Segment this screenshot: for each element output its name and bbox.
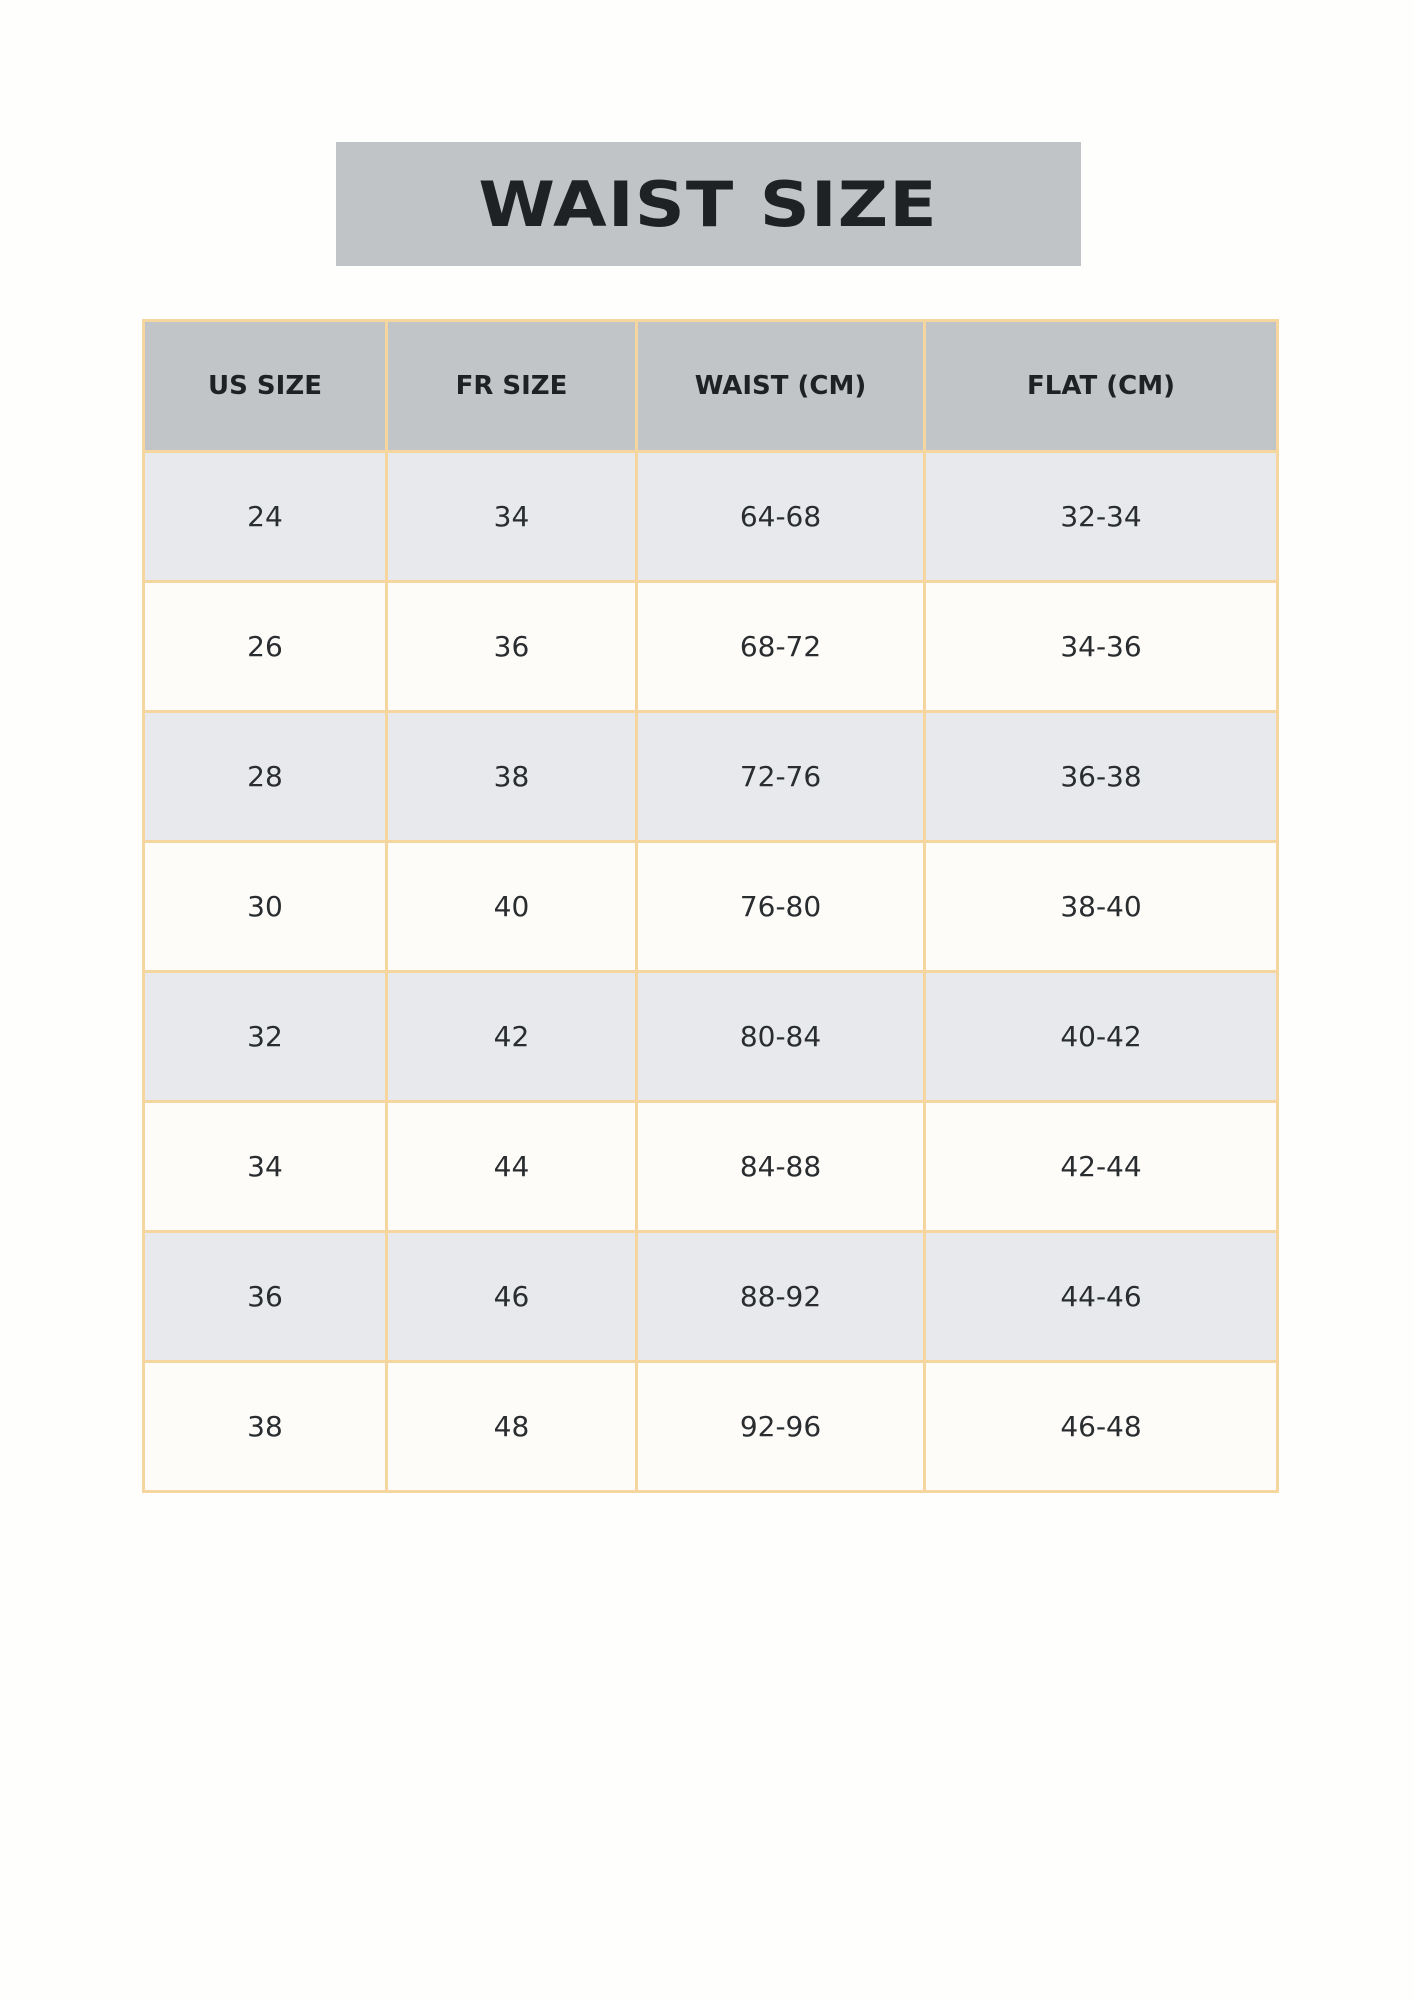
- cell-waist-cm: 92-96: [637, 1362, 925, 1492]
- table-row: [144, 1232, 1278, 1362]
- header-fr-size: FR SIZE: [387, 321, 637, 452]
- cell-waist-cm: 80-84: [637, 972, 925, 1102]
- cell-fr-size: 46: [387, 1232, 637, 1362]
- table-row: [144, 842, 1278, 972]
- cell-fr-size: 34: [387, 452, 637, 582]
- cell-fr-size: 36: [387, 582, 637, 712]
- cell-us-size: 26: [144, 582, 387, 712]
- cell-fr-size: 44: [387, 1102, 637, 1232]
- table-row: [144, 1362, 1278, 1492]
- cell-flat-cm: 40-42: [925, 972, 1278, 1102]
- cell-us-size: 32: [144, 972, 387, 1102]
- cell-us-size: 34: [144, 1102, 387, 1232]
- cell-flat-cm: 46-48: [925, 1362, 1278, 1492]
- cell-us-size: 38: [144, 1362, 387, 1492]
- table-row: [144, 1102, 1278, 1232]
- cell-fr-size: 40: [387, 842, 637, 972]
- page-title: WAIST SIZE: [478, 167, 939, 241]
- cell-us-size: 28: [144, 712, 387, 842]
- table-row: [144, 972, 1278, 1102]
- cell-waist-cm: 68-72: [637, 582, 925, 712]
- header-waist-cm: WAIST (CM): [637, 321, 925, 452]
- cell-fr-size: 48: [387, 1362, 637, 1492]
- cell-waist-cm: 72-76: [637, 712, 925, 842]
- cell-flat-cm: 42-44: [925, 1102, 1278, 1232]
- cell-us-size: 36: [144, 1232, 387, 1362]
- table-row: [144, 582, 1278, 712]
- table-row: [144, 452, 1278, 582]
- cell-flat-cm: 32-34: [925, 452, 1278, 582]
- cell-us-size: 30: [144, 842, 387, 972]
- table-row: [144, 712, 1278, 842]
- waist-size-table: [142, 319, 1279, 1493]
- title-banner: [336, 142, 1081, 266]
- cell-flat-cm: 38-40: [925, 842, 1278, 972]
- cell-us-size: 24: [144, 452, 387, 582]
- cell-flat-cm: 34-36: [925, 582, 1278, 712]
- cell-flat-cm: 44-46: [925, 1232, 1278, 1362]
- cell-waist-cm: 76-80: [637, 842, 925, 972]
- cell-waist-cm: 84-88: [637, 1102, 925, 1232]
- cell-waist-cm: 88-92: [637, 1232, 925, 1362]
- table-header-row: [144, 321, 1278, 452]
- cell-waist-cm: 64-68: [637, 452, 925, 582]
- header-us-size: US SIZE: [144, 321, 387, 452]
- cell-fr-size: 42: [387, 972, 637, 1102]
- cell-fr-size: 38: [387, 712, 637, 842]
- cell-flat-cm: 36-38: [925, 712, 1278, 842]
- header-flat-cm: FLAT (CM): [925, 321, 1278, 452]
